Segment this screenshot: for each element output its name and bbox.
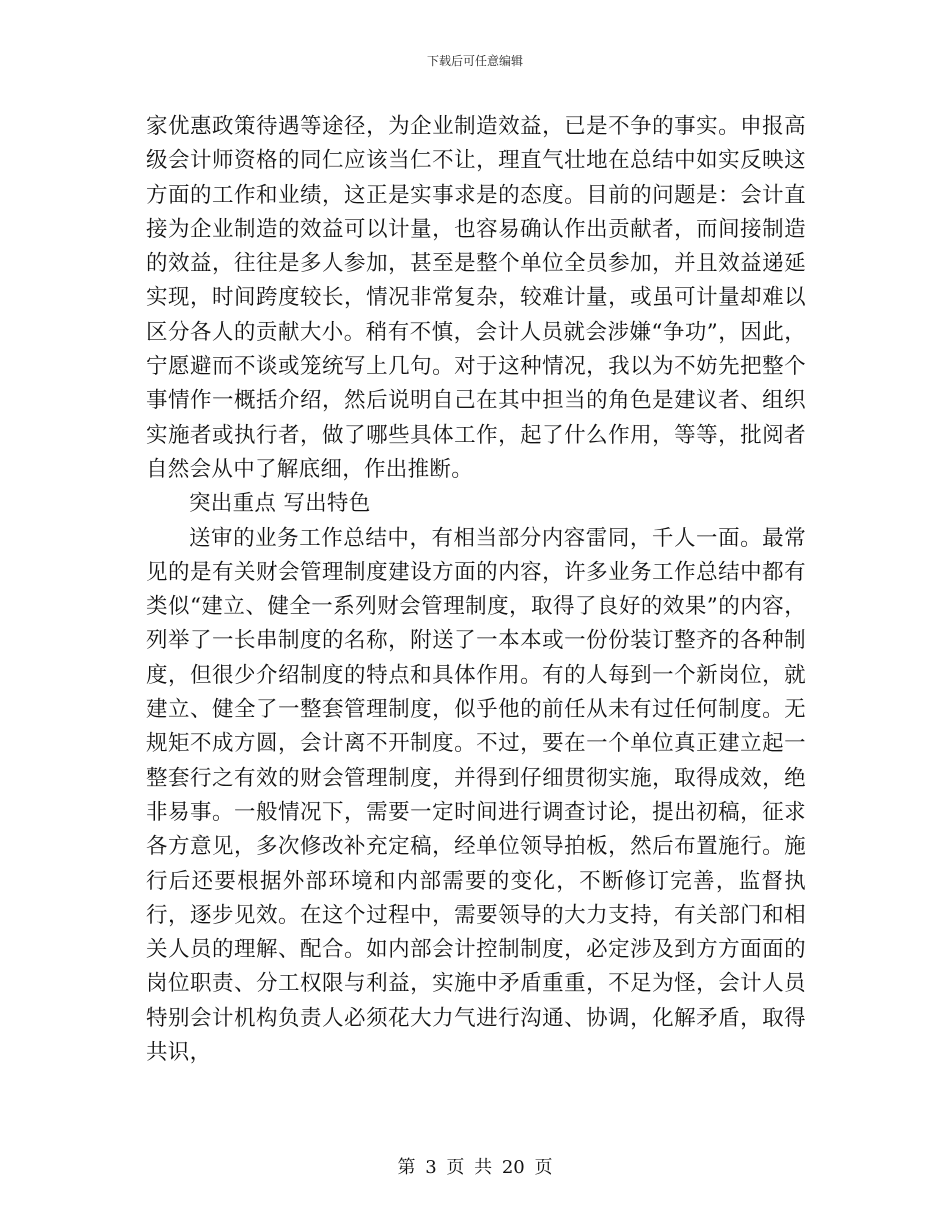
page-number: 第 3 页 共 20 页: [397, 1157, 553, 1178]
body-paragraph-1: 家优惠政策待遇等途径，为企业制造效益，已是不争的事实。申报高级会计师资格的同仁应该当仁不让，理直气壮地在总结中如实反映这方面的工作和业绩，这正是实事求是的态度。目前的问题是：会计直接为企业制造的效益可以计量，也容易确认作出贡献者，而间接制造的效益，往往是多人参加，甚至是整个单位全员参加，并且效益递延实现，时间跨度较长，情况非常复杂，较难计量，或虽可计量却难以区分各人的贡献大小。稍有不慎，会计人员就会涉嫌“争功”，因此，宁愿避而不谈或笼统写上几句。对于这种情况，我以为不妨先把整个事情作一概括介绍，然后说明自己在其中担当的角色是建议者、组织实施者或执行者，做了哪些具体工作，起了什么作用，等等，批阅者自然会从中了解底细，作出推断。: [146, 114, 806, 482]
body-paragraph-2: 送审的业务工作总结中，有相当部分内容雷同，千人一面。最常见的是有关财会管理制度建设方面的内容，许多业务工作总结中都有类似“建立、健全一系列财会管理制度，取得了良好的效果”的内容，列举了一长串制度的名称，附送了一本本或一份份装订整齐的各种制度，但很少介绍制度的特点和具体作用。有的人每到一个新岗位，就建立、健全了一整套管理制度，似乎他的前任从未有过任何制度。无规矩不成方圆，会计离不开制度。不过，要在一个单位真正建立起一整套行之有效的财会管理制度，并得到仔细贯彻实施，取得成效，绝非易事。一般情况下，需要一定时间进行调查讨论，提出初稿，征求各方意见，多次修改补充定稿，经单位领导拍板，然后布置施行。施行后还要根据外部环境和内部需要的变化，不断修订完善，监督执行，逐步见效。在这个过程中，需要领导的大力支持，有关部门和相关人员的理解、配合。如内部会计控制制度，必定涉及到方方面面的岗位职责、分工权限与利益，实施中矛盾重重，不足为怪，会计人员特别会计机构负责人必须花大力气进行沟通、协调，化解矛盾，取得共识，: [146, 525, 806, 1066]
page-header: 下载后可任意编辑: [426, 54, 523, 68]
section-heading: 突出重点 写出特色: [189, 491, 371, 517]
document-body: [146, 110, 806, 1070]
